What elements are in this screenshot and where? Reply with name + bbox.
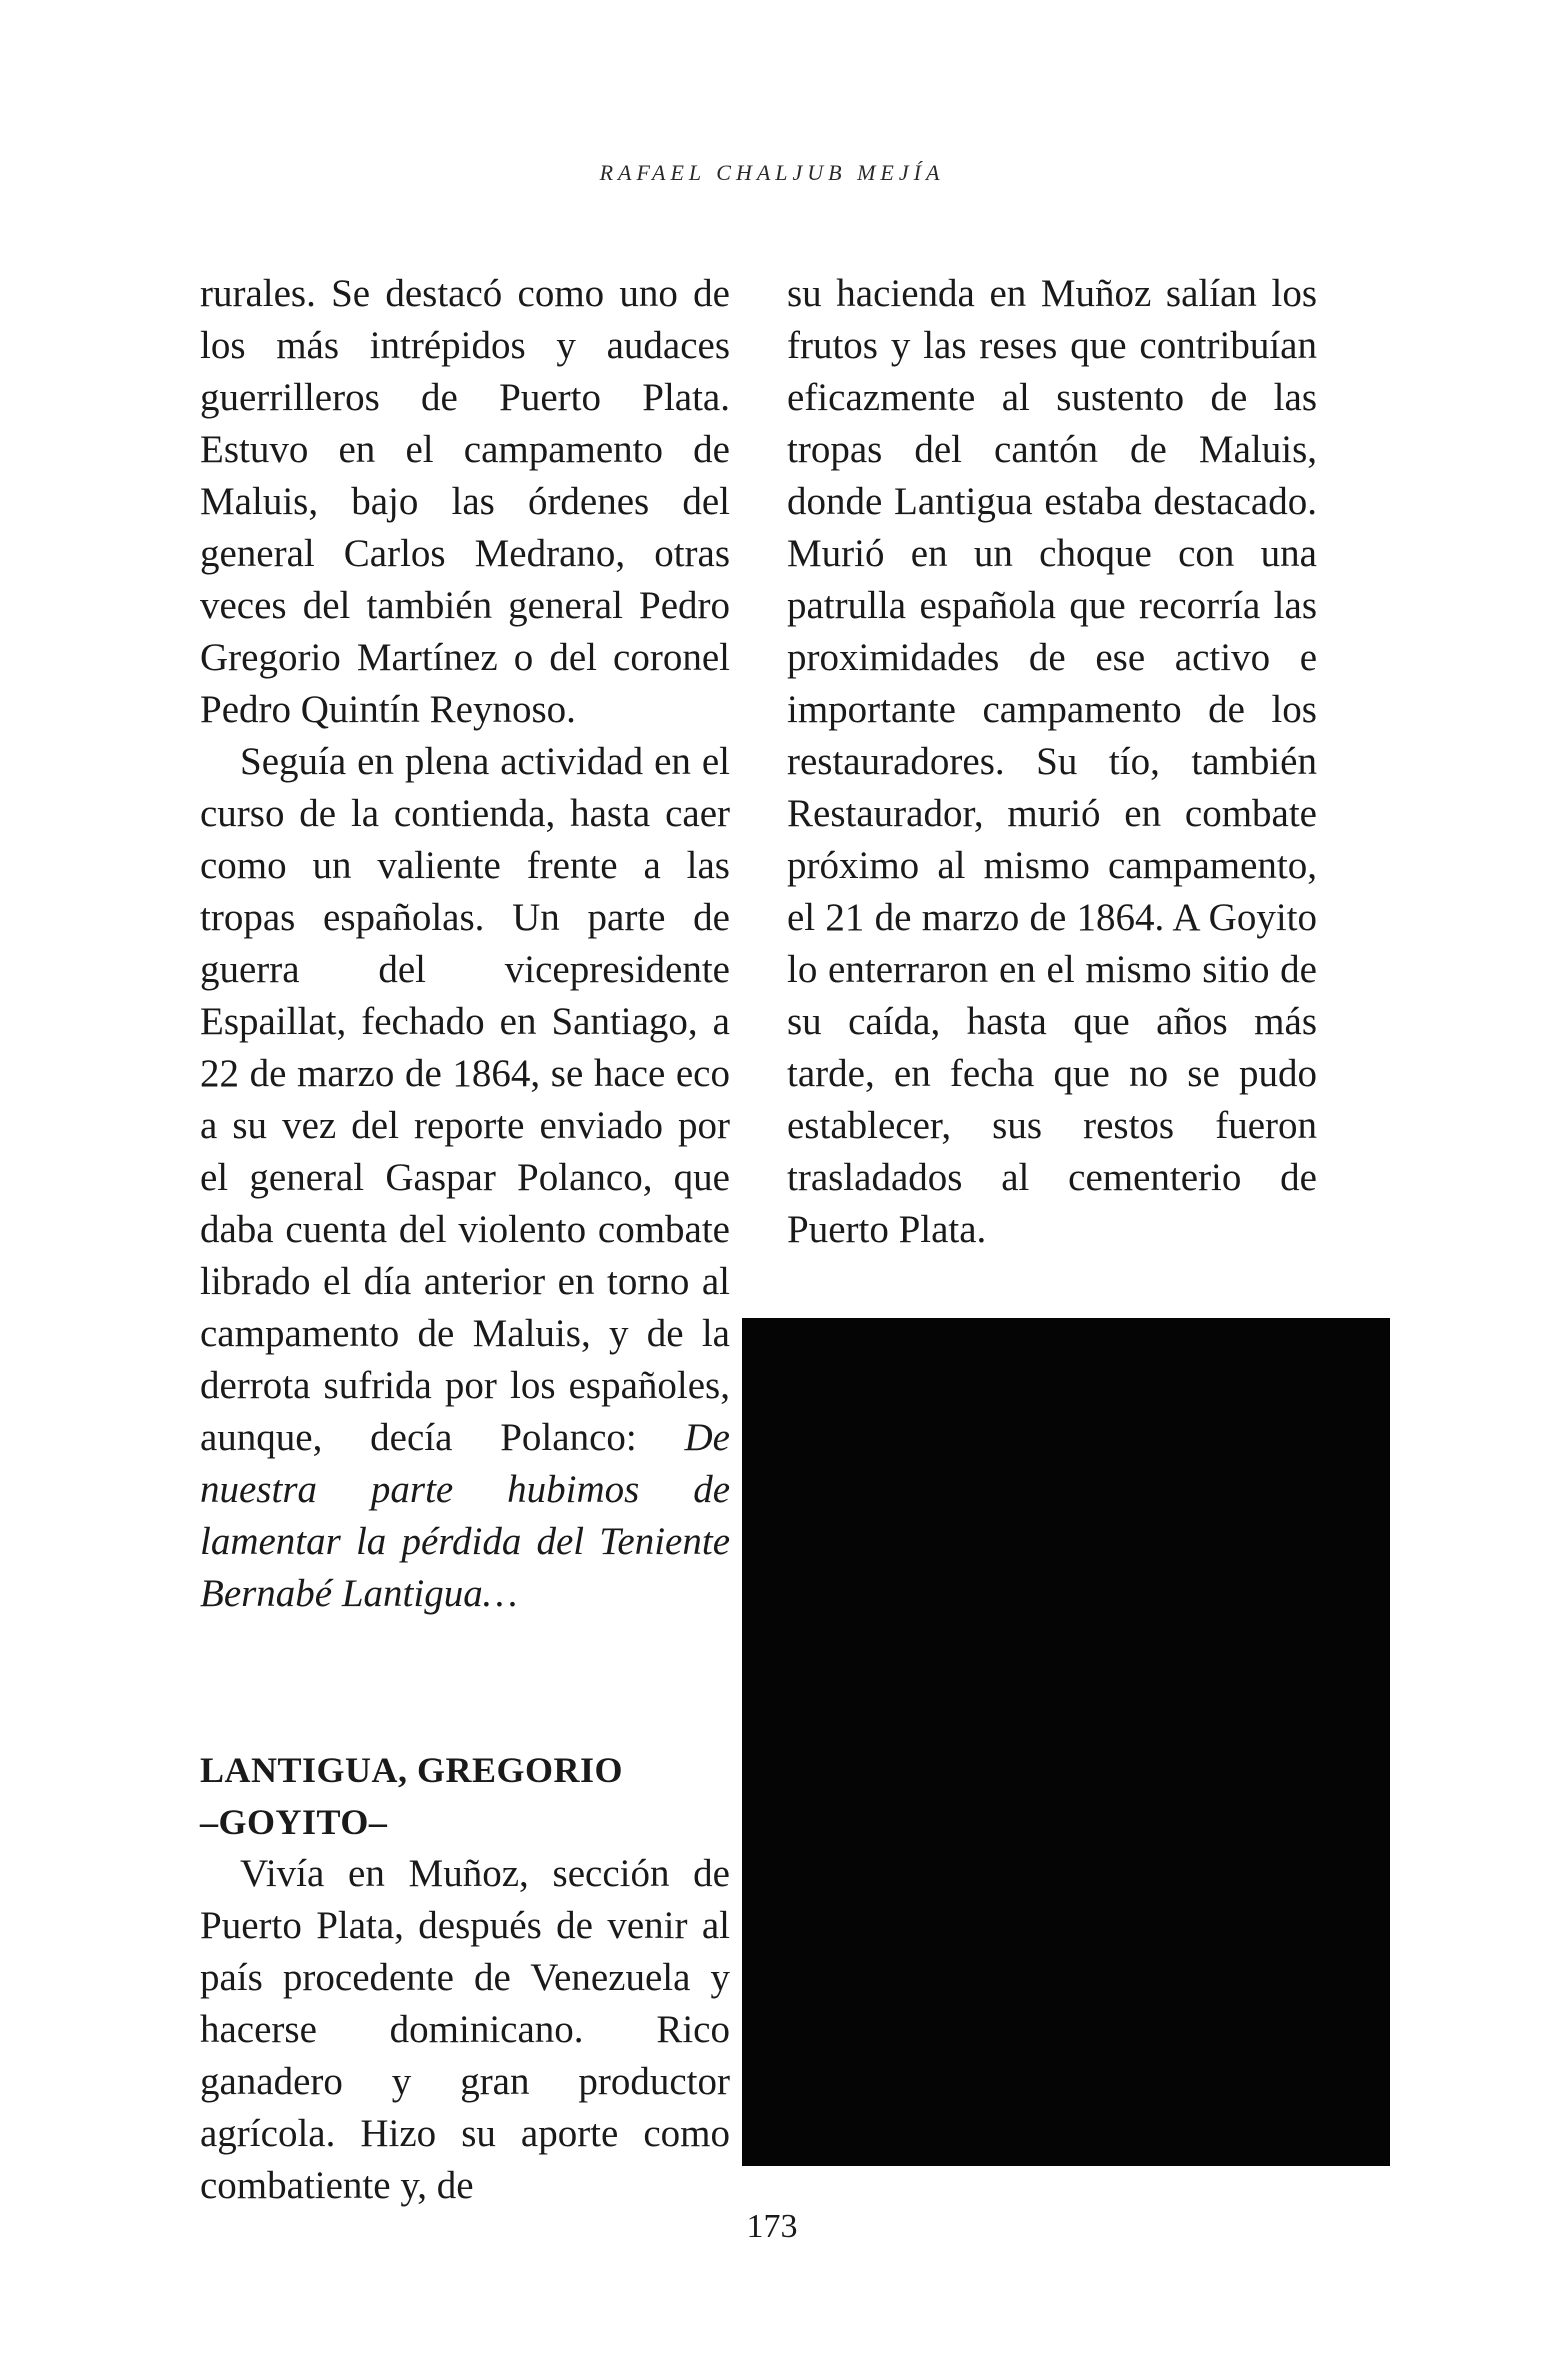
paragraph: Vivía en Muñoz, sección de Puerto Plata, después de venir al país procedente de Venezuela y hacerse dominicano. Rico ganadero y gran productor agrícola. Hizo su aporte como combatiente y, de — [200, 1852, 730, 2207]
left-column — [200, 268, 730, 2212]
photograph — [742, 1318, 1390, 2166]
running-head: RAFAEL CHALJUB MEJÍA — [599, 160, 945, 185]
italic-quote: De nuestra parte hubimos de lamentar la pérdida del Teniente Bernabé Lantigua… — [200, 1416, 730, 1615]
page-number: 173 — [746, 2208, 798, 2245]
entry-heading-alias: –GOYITO– — [200, 1802, 388, 1842]
paragraph: rurales. Se destacó como uno de los más intrépidos y audaces guerrilleros de Puerto Plata. Estuvo en el campamento de Maluis, bajo las órdenes del general Carlos Medrano, otras veces del también general Pedro Gregorio Martínez o del coronel Pedro Quintín Reynoso. — [200, 272, 730, 731]
right-column — [787, 268, 1317, 1256]
paragraph-text: Seguía en plena actividad en el curso de la contienda, hasta caer como un valiente frente a las tropas españolas. Un parte de guerra del vicepresidente Espaillat, fechado en Santiago, a 22 de marzo de 1864, se hace eco a su vez del reporte enviado por el general Gaspar Polanco, que daba cuenta del violento combate librado el día anterior en torno al campamento de Maluis, y de la derrota sufrida por los españoles, aunque, decía Polanco: — [200, 740, 730, 1459]
paragraph — [200, 736, 730, 1620]
paragraph: su hacienda en Muñoz salían los frutos y las reses que contribuían eficazmente al sustento de las tropas del cantón de Maluis, donde Lantigua estaba destacado. Murió en un choque con una patrulla española que recorría las proximidades de ese activo e importante campamento de los restauradores. Su tío, también Restaurador, murió en combate próximo al mismo campamento, el 21 de marzo de 1864. A Goyito lo enterraron en el mismo sitio de su caída, hasta que años más tarde, en fecha que no se pudo establecer, sus restos fueron trasladados al cementerio de Puerto Plata. — [787, 272, 1317, 1251]
entry-heading — [200, 1744, 730, 1848]
entry-heading-name: LANTIGUA, GREGORIO — [200, 1750, 624, 1790]
